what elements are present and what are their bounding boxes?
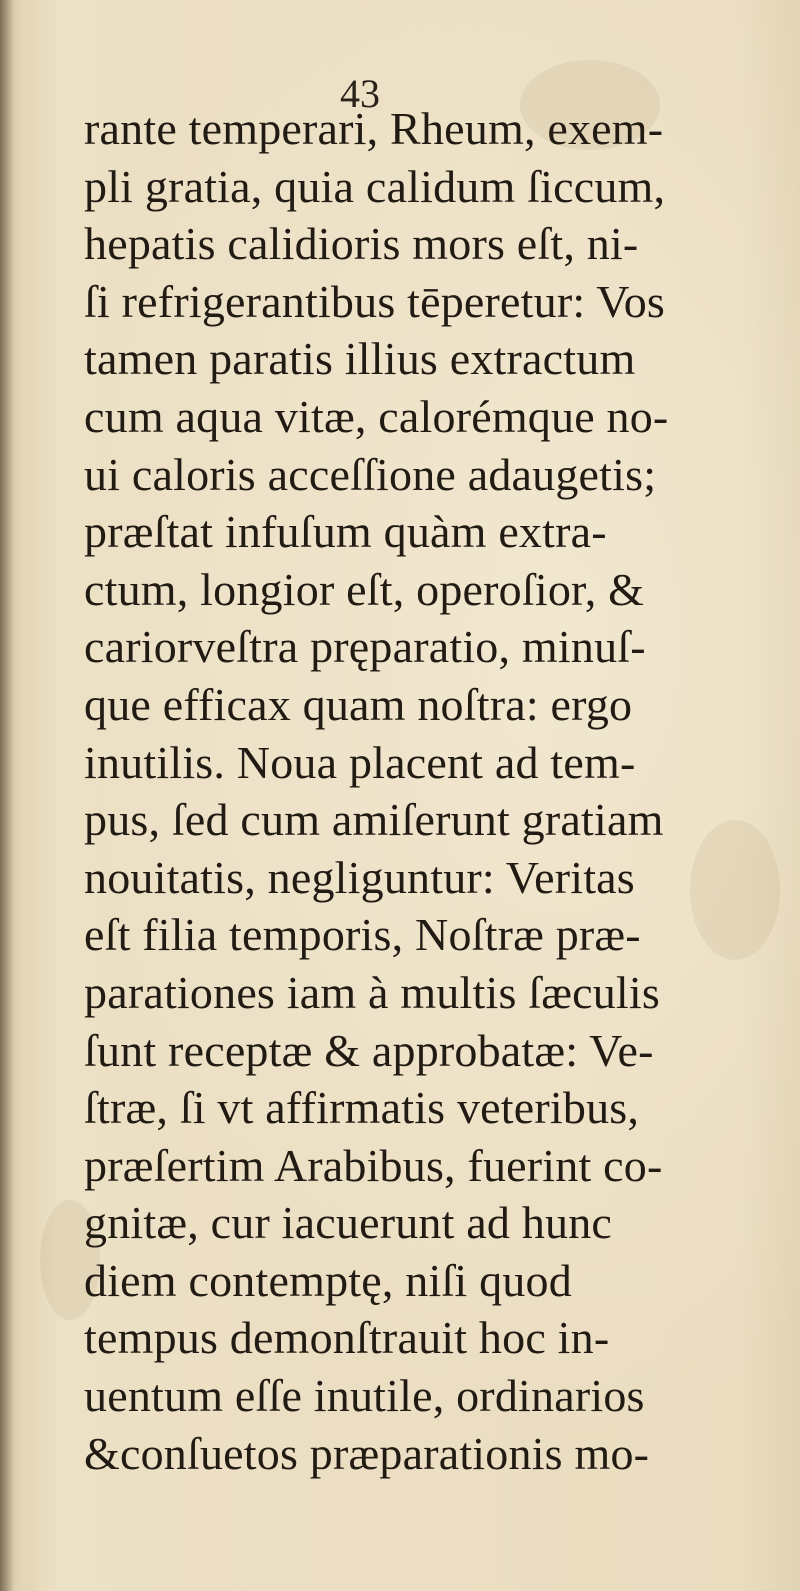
text-line: pli gratia, quia calidum ſiccum,	[84, 160, 666, 212]
text-line: diem contemptę, niſi quod	[84, 1254, 572, 1306]
text-line: &conſuetos præparationis mo-	[84, 1427, 650, 1479]
text-line: inutilis. Noua placent ad tem-	[84, 736, 636, 788]
text-line: præſtat infuſum quàm extra-	[84, 506, 607, 558]
body-text	[84, 100, 764, 1482]
text-line: uentum eſſe inutile, ordinarios	[84, 1370, 645, 1422]
text-line: que efficax quam noſtra: ergo	[84, 678, 633, 730]
gutter-shadow	[0, 0, 14, 1591]
text-line: ui caloris acceſſione adaugetis;	[84, 448, 657, 500]
text-line: pus, ſed cum amiſerunt gratiam	[84, 794, 664, 846]
text-line: eſt filia temporis, Noſtræ præ-	[84, 909, 641, 961]
text-line: ſunt receptæ & approbatæ: Ve-	[84, 1024, 654, 1076]
text-line: ſi refrigerantibus tēperetur: Vos	[84, 275, 666, 327]
text-line: parationes iam à multis ſæculis	[84, 966, 660, 1018]
text-line: gnitæ, cur iacuerunt ad hunc	[84, 1197, 613, 1249]
text-line: tempus demonſtrauit hoc in-	[84, 1312, 610, 1364]
text-line: rante temperari, Rheum, exem-	[84, 103, 664, 154]
text-line: ſtræ, ſi vt affirmatis veteribus,	[84, 1082, 640, 1134]
text-line: ctum, longior eſt, operoſior, &	[84, 563, 645, 615]
text-line: cum aqua vitæ, calorémque no-	[84, 390, 669, 442]
page-number: 43	[340, 71, 380, 116]
text-line: nouitatis, negliguntur: Veritas	[84, 851, 635, 903]
text-line: hepatis calidioris mors eſt, ni-	[84, 218, 639, 270]
text-line: præſertim Arabibus, fuerint co-	[84, 1139, 663, 1191]
text-line: cariorveſtra pręparatio, minuſ-	[84, 621, 646, 673]
text-line: tamen paratis illius extractum	[84, 333, 636, 385]
